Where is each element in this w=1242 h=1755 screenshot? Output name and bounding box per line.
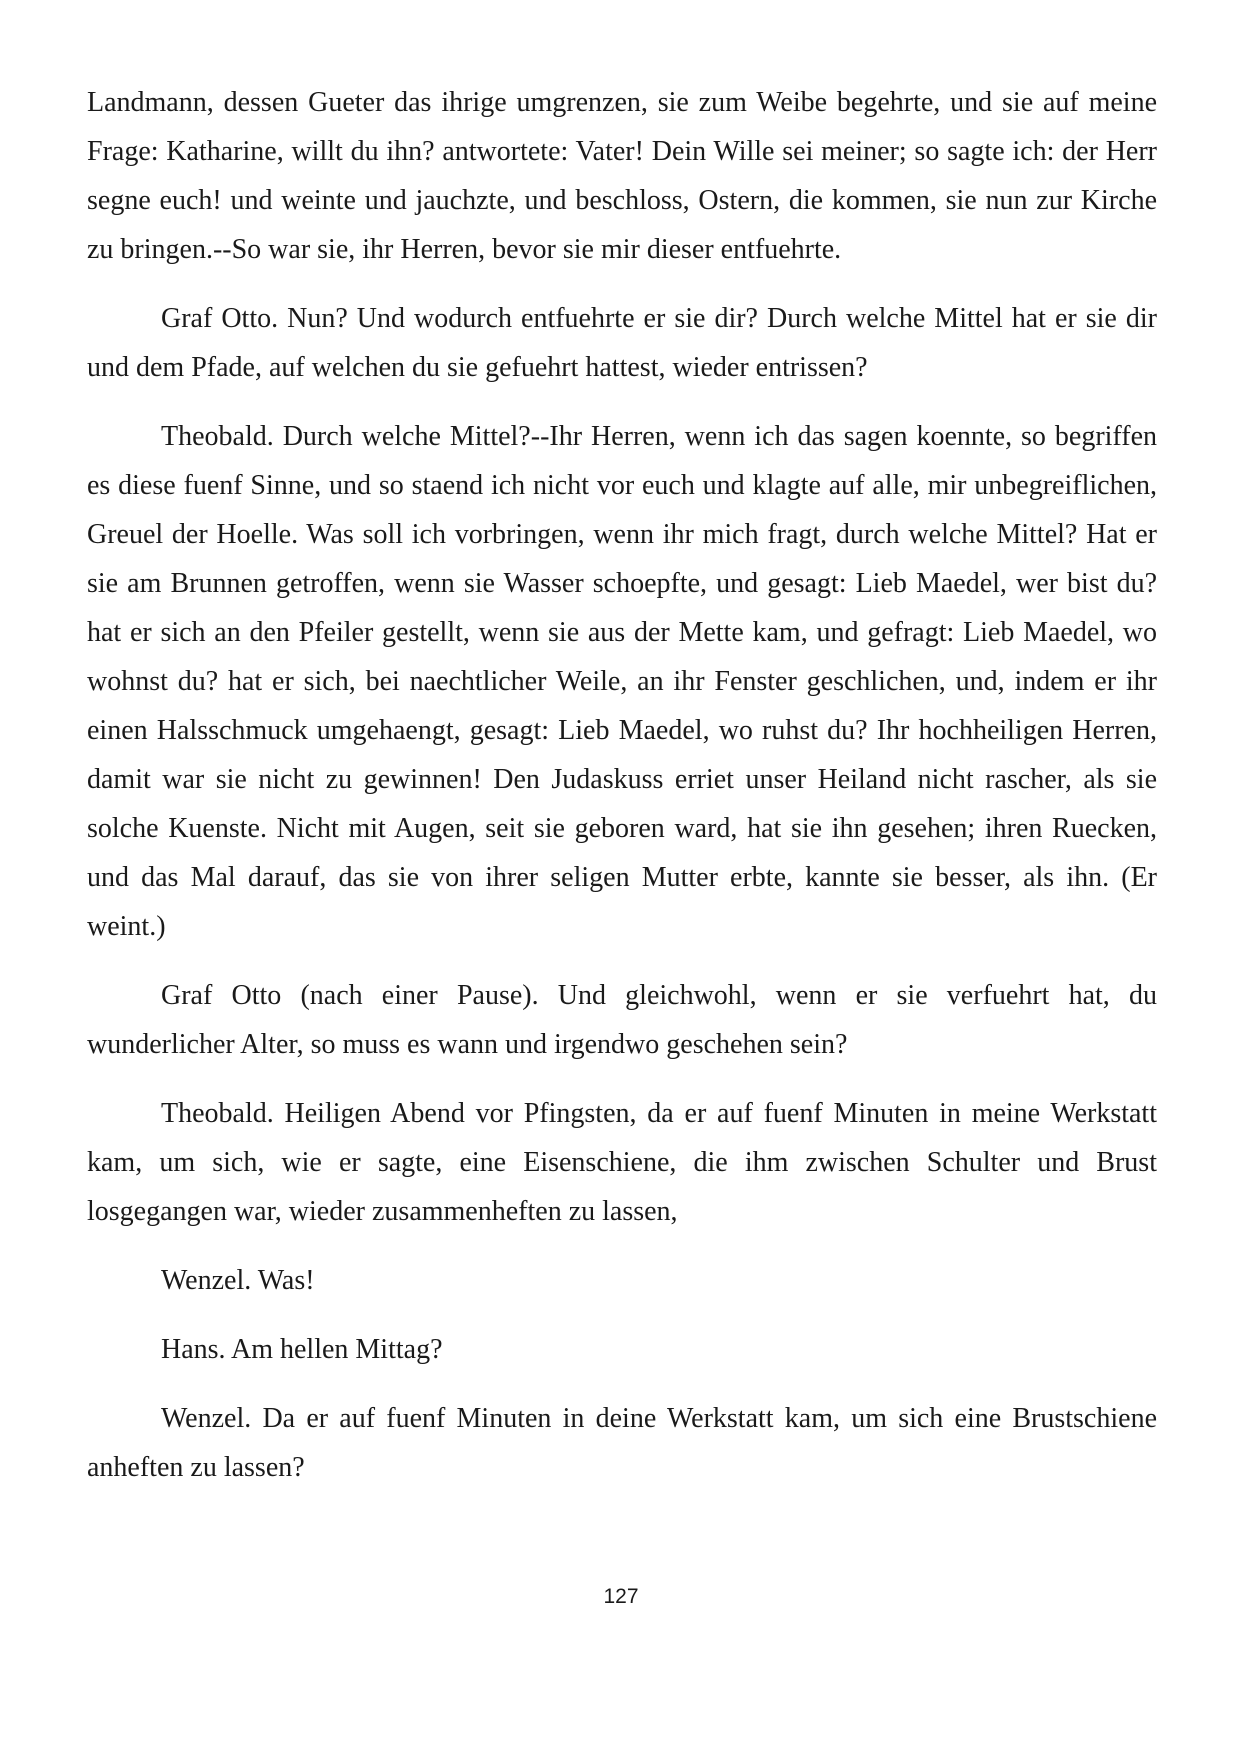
paragraph-wenzel-was: Wenzel. Was! <box>161 1265 315 1296</box>
paragraph-continuation: Landmann, dessen Gueter das ihrige umgrenzen, sie zum Weibe begehrte, und sie auf meine Frage: Katharine, willt du ihn? antwortete: Vater! Dein Wille sei meiner; so sagte ich: der Herr segne euch! und weinte und jauchzte, und beschloss, Ostern, die kommen, sie nun zur Kirche zu bringen.--So war sie, ihr Herren, bevor sie mir dieser entfuehrte. <box>87 87 1157 265</box>
paragraph-theobald-pfingsten: Theobald. Heiligen Abend vor Pfingsten, da er auf fuenf Minuten in meine Werkstatt kam, um sich, wie er sagte, eine Eisenschiene, die ihm zwischen Schulter und Brust losgegangen war, wieder zusammenheften zu lassen, <box>87 1098 1157 1227</box>
paragraph-graf-otto-question: Graf Otto. Nun? Und wodurch entfuehrte er sie dir? Durch welche Mittel hat er sie dir und dem Pfade, auf welchen du sie gefuehrt hattest, wieder entrissen? <box>87 303 1157 383</box>
paragraph-theobald-answer: Theobald. Durch welche Mittel?--Ihr Herren, wenn ich das sagen koennte, so begriffen es diese fuenf Sinne, und so staend ich nicht vor euch und klagte auf alle, mir unbegreiflichen, Greuel der Hoelle. Was soll ich vorbringen, wenn ihr mich fragt, durch welche Mittel? Hat er sie am Brunnen getroffen, wenn sie Wasser schoepfte, und gesagt: Lieb Maedel, wer bist du? hat er sich an den Pfeiler gestellt, wenn sie aus der Mette kam, und gefragt: Lieb Maedel, wo wohnst du? hat er sich, bei naechtlicher Weile, an ihr Fenster geschlichen, und, indem er ihr einen Halsschmuck umgehaengt, gesagt: Lieb Maedel, wo ruhst du? Ihr hochheiligen Herren, damit war sie nicht zu gewinnen! Den Judaskuss erriet unser Heiland nicht rascher, als sie solche Kuenste. Nicht mit Augen, seit sie geboren ward, hat sie ihn gesehen; ihren Ruecken, und das Mal darauf, das sie von ihrer seligen Mutter erbte, kannte sie besser, als ihn. (Er weint.) <box>87 421 1157 942</box>
paragraph-hans-mittag: Hans. Am hellen Mittag? <box>161 1334 443 1365</box>
paragraph-graf-otto-pause: Graf Otto (nach einer Pause). Und gleichwohl, wenn er sie verfuehrt hat, du wunderlicher Alter, so muss es wann und irgendwo geschehen sein? <box>87 980 1157 1060</box>
page-number: 127 <box>603 1585 639 1608</box>
paragraph-wenzel-brustschiene: Wenzel. Da er auf fuenf Minuten in deine Werkstatt kam, um sich eine Brustschiene anheften zu lassen? <box>87 1403 1157 1483</box>
body-text <box>87 78 1157 1512</box>
